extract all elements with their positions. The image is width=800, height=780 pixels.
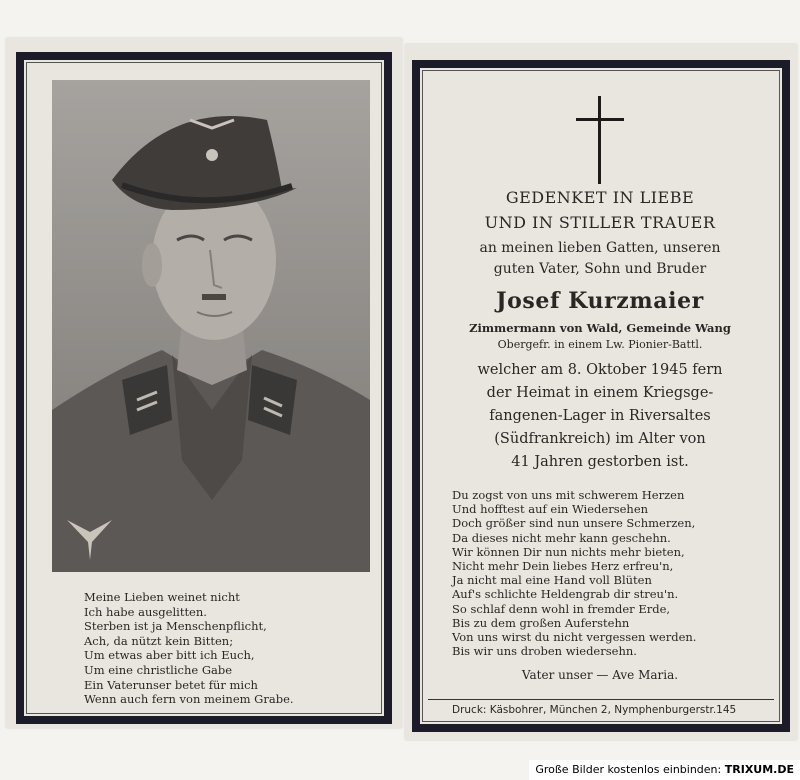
poem-line: Ich habe ausgelitten. [84,604,207,619]
poem-line: Ein Vaterunser betet für mich [84,677,258,692]
obituary-line: 41 Jahren gestorben ist. [511,454,689,470]
poem-line: Nicht mehr Dein liebes Herz erfreu'n, [452,559,674,574]
obituary-line: welcher am 8. Oktober 1945 fern [477,362,723,378]
poem-line: Bis wir uns droben wiedersehn. [452,644,637,659]
poem-line: Wenn auch fern von meinem Grabe. [84,692,294,707]
poem-line: Bis zu dem großen Auferstehn [452,615,630,630]
closing-prayer: Vater unser — Ave Maria. [521,668,679,682]
printer-imprint: Druck: Käsbohrer, München 2, Nymphenburgerstr.145 [452,704,737,716]
watermark-brand[interactable]: TRIXUM.DE [724,763,794,776]
left-poem [84,590,374,707]
poem-line: Ja nicht mal eine Hand voll Blüten [452,573,652,588]
poem-line: So schlaf denn wohl in fremder Erde, [452,601,671,616]
poem-line: Wir können Dir nun nichts mehr bieten, [452,544,685,559]
poem-line: Von uns wirst du nicht vergessen werden. [452,630,697,645]
poem-line: Und hofftest auf ein Wiedersehen [452,502,649,517]
rank-line: Obergefr. in einem Lw. Pionier-Battl. [497,338,703,351]
intro-line-1: an meinen lieben Gatten, unseren [479,240,721,256]
poem-line: Ach, da nützt kein Bitten; [84,633,234,648]
poem-line: Auf's schlichte Heldengrab dir streu'n. [452,587,679,602]
heading-line-1: GEDENKET IN LIEBE [505,188,695,207]
poem-line: Meine Lieben weinet nicht [84,590,240,604]
poem-line: Doch größer sind nun unsere Schmerzen, [452,516,696,531]
poem-line: Um eine christliche Gabe [84,662,233,677]
watermark-text: Große Bilder kostenlos einbinden: [535,763,722,776]
obituary-line: (Südfrankreich) im Alter von [494,431,706,447]
obituary-line: fangenen-Lager in Riversaltes [489,408,711,424]
occupation-line: Zimmermann von Wald, Gemeinde Wang [469,321,731,335]
cross-icon [576,96,624,184]
intro-line-2: guten Vater, Sohn und Bruder [493,261,707,277]
poem-line: Da dieses nicht mehr kann geschehn. [452,530,671,545]
poem-line: Du zogst von uns mit schwerem Herzen [452,488,685,502]
poem-line: Sterben ist ja Menschenpflicht, [84,619,267,634]
heading-line-2: UND IN STILLER TRAUER [484,213,716,232]
printer-divider [428,699,774,700]
deceased-name: Josef Kurzmaier [496,288,704,314]
watermark-banner[interactable] [529,760,800,780]
poem-line: Um etwas aber bitt ich Euch, [84,648,255,663]
right-poem [452,488,772,658]
soldier-portrait-photo [52,80,370,572]
obituary-line: der Heimat in einem Kriegsge- [486,385,714,401]
